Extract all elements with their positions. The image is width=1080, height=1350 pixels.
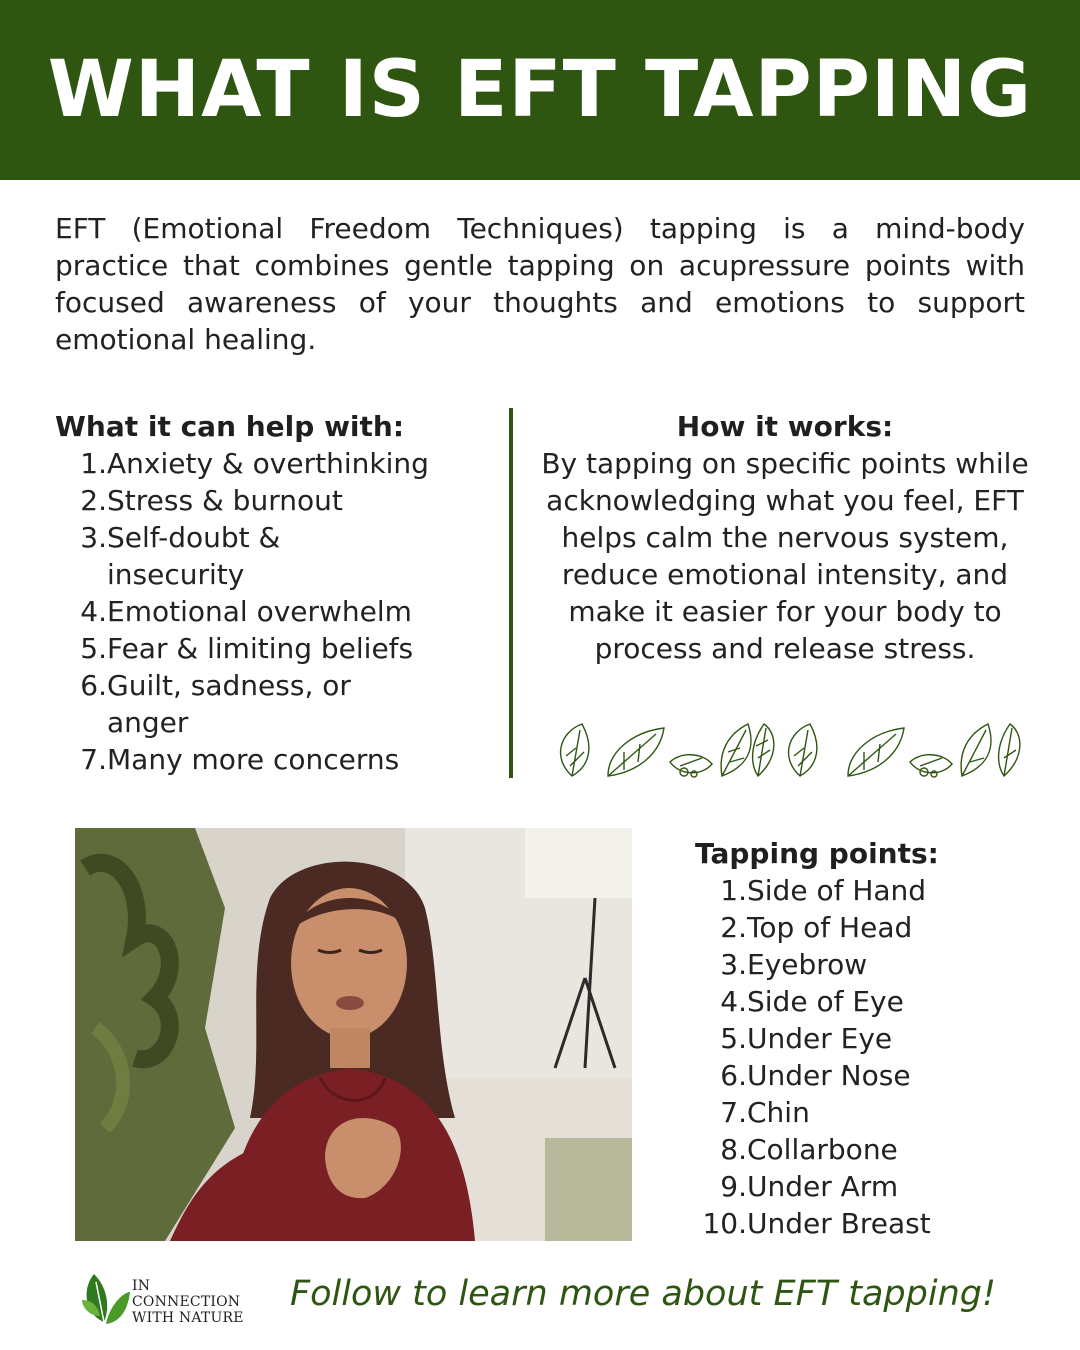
item-label: Eyebrow <box>747 948 868 981</box>
item-number: 7. <box>80 743 107 776</box>
item-number: 2. <box>80 484 107 517</box>
logo-line-1: IN CONNECTION <box>132 1278 241 1310</box>
list-item <box>695 1094 1025 1131</box>
list-item <box>55 482 495 519</box>
item-label: Self-doubt & insecurity <box>107 521 281 591</box>
item-number: 1. <box>720 874 747 907</box>
item-number: 8. <box>720 1133 747 1166</box>
how-body: By tapping on specific points while acknowledging what you feel, EFT helps calm the nervous system, reduce emotional intensity, and make it easier for your body to process and release stress. <box>541 447 1029 665</box>
tapping-points-list <box>695 872 1025 1242</box>
logo-wordmark <box>132 1278 260 1326</box>
item-label: Anxiety & overthinking <box>107 447 429 480</box>
item-label: Emotional overwhelm <box>107 595 412 628</box>
item-number: 5. <box>80 632 107 665</box>
list-item <box>55 519 495 593</box>
tapping-points-section <box>695 835 1025 1242</box>
item-number: 9. <box>720 1170 747 1203</box>
woman-breathing-photo <box>75 828 632 1241</box>
list-item <box>55 667 495 741</box>
list-item <box>695 1131 1025 1168</box>
list-item <box>695 909 1025 946</box>
help-section <box>55 408 495 778</box>
how-section <box>535 408 1035 667</box>
list-item <box>695 983 1025 1020</box>
how-heading: How it works: <box>676 410 894 443</box>
item-label: Under Arm <box>747 1170 899 1203</box>
list-item <box>55 741 495 778</box>
leaf-decoration-icon <box>552 722 1032 778</box>
item-label: Under Nose <box>747 1059 911 1092</box>
item-label: Stress & burnout <box>107 484 343 517</box>
item-number: 3. <box>720 948 747 981</box>
item-label: Side of Hand <box>747 874 927 907</box>
item-label: Side of Eye <box>747 985 904 1018</box>
list-item <box>695 1168 1025 1205</box>
follow-cta: Follow to learn more about EFT tapping! <box>290 1274 996 1314</box>
item-number: 1. <box>80 447 107 480</box>
list-item <box>55 593 495 630</box>
help-list <box>55 445 495 778</box>
item-number: 2. <box>720 911 747 944</box>
item-number: 7. <box>720 1096 747 1129</box>
item-number: 10. <box>702 1207 747 1240</box>
list-item <box>695 1057 1025 1094</box>
brand-logo[interactable] <box>80 1270 260 1326</box>
list-item <box>695 1020 1025 1057</box>
item-number: 5. <box>720 1022 747 1055</box>
list-item <box>55 630 495 667</box>
list-item <box>695 872 1025 909</box>
item-number: 6. <box>80 669 107 702</box>
item-label: Fear & limiting beliefs <box>107 632 414 665</box>
item-label: Guilt, sadness, or anger <box>107 669 351 739</box>
item-label: Top of Head <box>747 911 913 944</box>
logo-line-2: WITH NATURE <box>132 1310 244 1326</box>
item-number: 3. <box>80 521 107 554</box>
title-banner <box>0 0 1080 180</box>
item-label: Chin <box>747 1096 810 1129</box>
item-label: Many more concerns <box>107 743 400 776</box>
column-divider <box>509 408 513 778</box>
item-number: 4. <box>80 595 107 628</box>
list-item <box>55 445 495 482</box>
leaf-logo-icon <box>80 1270 130 1326</box>
item-label: Collarbone <box>747 1133 898 1166</box>
item-number: 6. <box>720 1059 747 1092</box>
list-item <box>695 1205 1025 1242</box>
item-number: 4. <box>720 985 747 1018</box>
list-item <box>695 946 1025 983</box>
help-heading: What it can help with: <box>55 410 405 443</box>
intro-paragraph: EFT (Emotional Freedom Techniques) tapping is a mind-body practice that combines gentle tapping on acupressure points with focused awareness of your thoughts and emotions to support emotional healing. <box>55 212 1025 356</box>
page-title: WHAT IS EFT TAPPING <box>47 45 1033 135</box>
item-label: Under Breast <box>747 1207 931 1240</box>
item-label: Under Eye <box>747 1022 893 1055</box>
tapping-heading: Tapping points: <box>695 837 939 870</box>
